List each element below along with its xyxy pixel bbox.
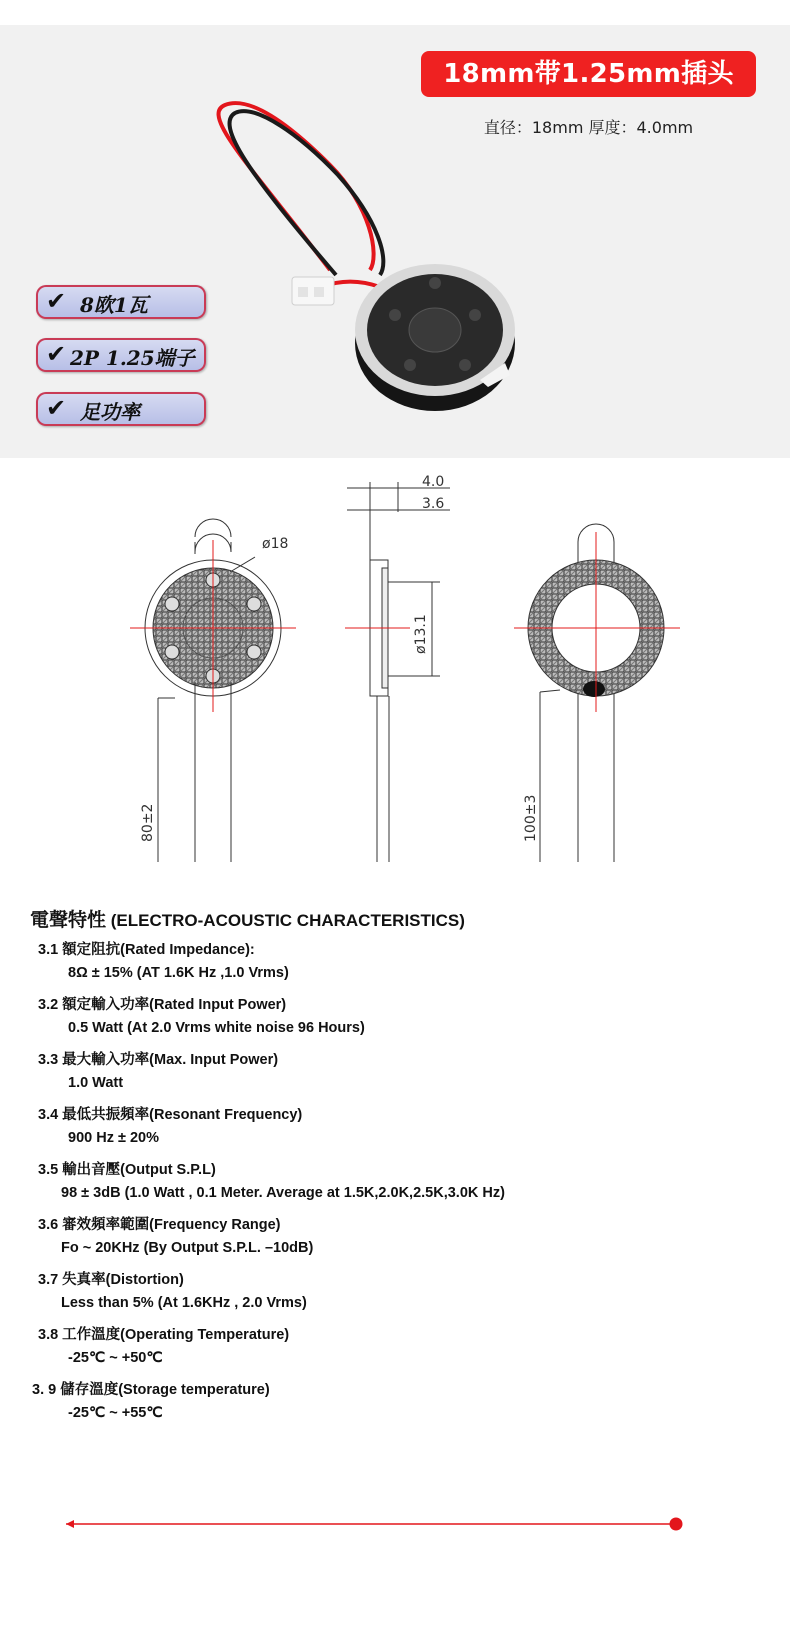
spec-label-storage-temp: 3. 9 儲存溫度(Storage temperature) <box>32 1382 270 1398</box>
spec-value-impedance: 8Ω ± 15% (AT 1.6K Hz ,1.0 Vrms) <box>68 965 289 981</box>
specs-heading <box>30 905 465 932</box>
spec-label-rated-power: 3.2 額定輸入功率(Rated Input Power) <box>38 997 287 1013</box>
spec-value-rated-power: 0.5 Watt (At 2.0 Vrms white noise 96 Hours) <box>68 1020 365 1036</box>
spec-value-output-spl: 98 ± 3dB (1.0 Watt , 0.1 Meter. Average at 1.5K,2.0K,2.5K,3.0K Hz) <box>61 1185 505 1201</box>
spec-label-distortion: 3.7 失真率(Distortion) <box>38 1272 184 1288</box>
footer-divider <box>0 1500 790 1550</box>
spec-label-output-spl: 3.5 輸出音壓(Output S.P.L) <box>38 1162 216 1178</box>
spec-value-storage-temp: -25℃ ~ +55℃ <box>68 1405 163 1421</box>
feature-badge <box>36 285 206 319</box>
spec-label-operating-temp: 3.8 工作溫度(Operating Temperature) <box>38 1327 290 1343</box>
spec-label-impedance: 3.1 額定阻抗(Rated Impedance): <box>38 942 255 958</box>
feature-label: 足功率 <box>80 400 140 424</box>
feature-label: 8欧1瓦 <box>80 293 148 317</box>
feature-label: 2P 1.25端子 <box>70 346 195 370</box>
divider-dot-icon <box>670 1518 683 1531</box>
feature-badge <box>36 392 206 426</box>
product-title-badge: 18mm带1.25mm插头 <box>421 51 756 97</box>
product-hero <box>0 25 790 458</box>
dimension-drawing <box>0 462 790 872</box>
spec-value-distortion: Less than 5% (At 1.6KHz , 2.0 Vrms) <box>61 1295 307 1311</box>
spec-value-operating-temp: -25℃ ~ +50℃ <box>68 1350 163 1366</box>
dim-thickness-4-0: 4.0 <box>422 474 445 490</box>
size-spec-line: 直径：18mm 厚度：4.0mm <box>483 118 694 137</box>
dim-diameter-13-1: ø13.1 <box>413 614 429 654</box>
checkmark-icon: ✔ <box>46 394 67 422</box>
technical-drawing <box>0 462 790 872</box>
dim-diameter-18: ø18 <box>262 536 289 552</box>
dim-lead-80: 80±2 <box>140 803 156 842</box>
spec-label-resonant-frequency: 3.4 最低共振頻率(Resonant Frequency) <box>38 1107 303 1123</box>
specs-heading-zh: 電聲特性 <box>30 910 107 931</box>
dim-lead-100: 100±3 <box>523 794 539 842</box>
spec-label-max-power: 3.3 最大輸入功率(Max. Input Power) <box>38 1052 279 1068</box>
feature-badge <box>36 338 206 372</box>
spec-label-frequency-range: 3.6 審效頻率範圍(Frequency Range) <box>38 1217 281 1233</box>
spec-value-max-power: 1.0 Watt <box>68 1075 124 1091</box>
spec-value-resonant-frequency: 900 Hz ± 20% <box>68 1130 159 1146</box>
dim-thickness-3-6: 3.6 <box>422 496 445 512</box>
spec-value-frequency-range: Fo ~ 20KHz (By Output S.P.L. –10dB) <box>61 1240 314 1256</box>
checkmark-icon: ✔ <box>46 287 67 315</box>
specs-heading-en: (ELECTRO-ACOUSTIC CHARACTERISTICS) <box>110 911 465 930</box>
checkmark-icon: ✔ <box>46 340 67 368</box>
